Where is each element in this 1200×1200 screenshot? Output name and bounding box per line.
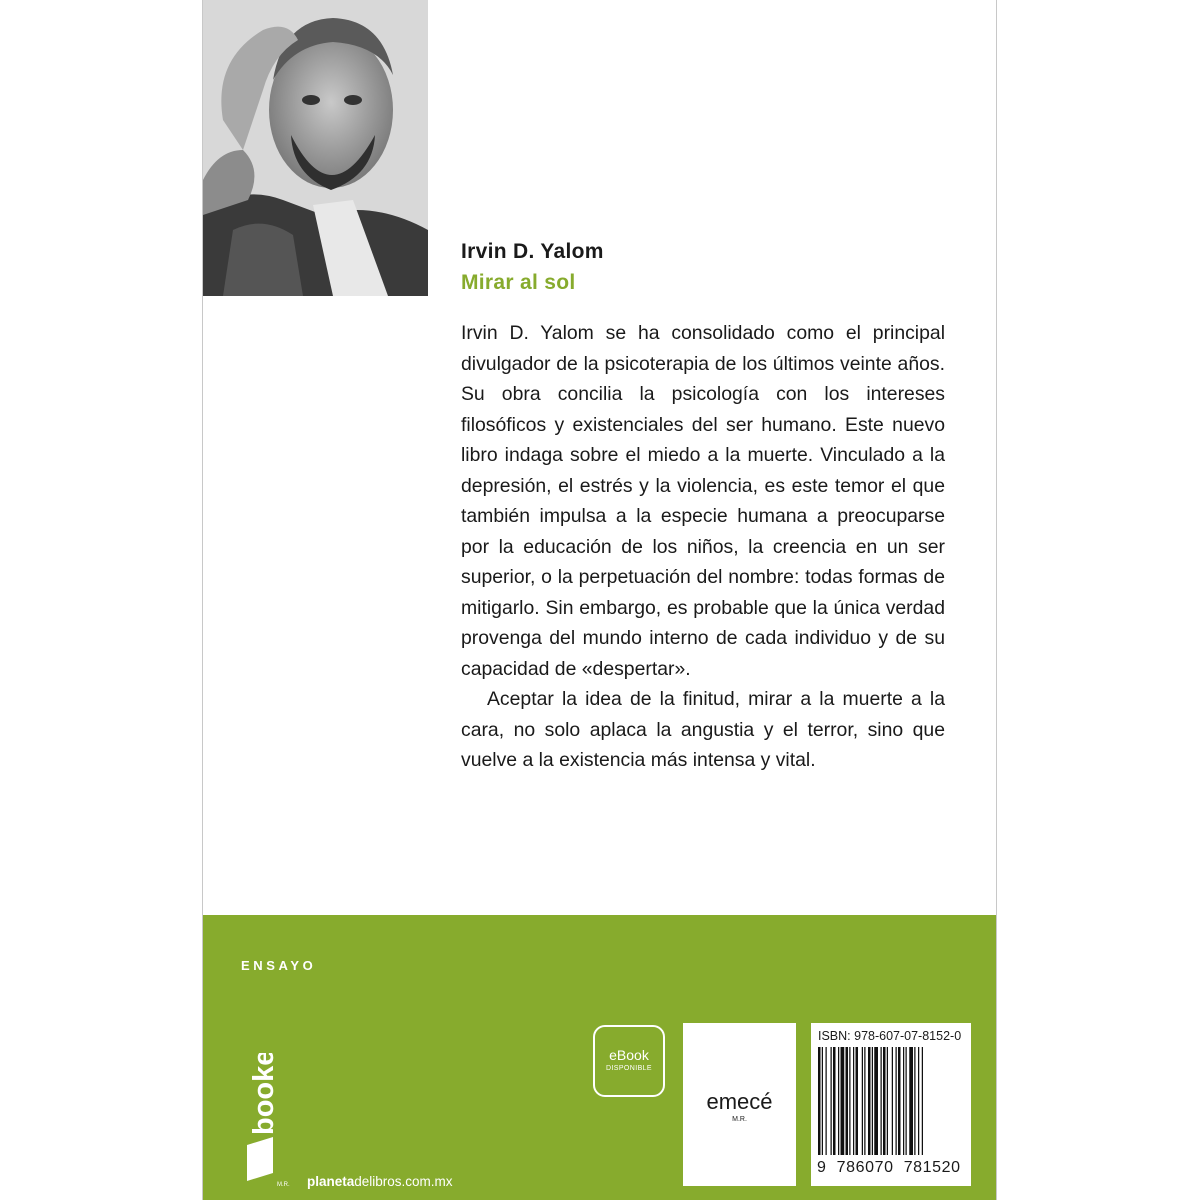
publisher-logo: emecé: [706, 1089, 773, 1114]
booket-logo-text: booket: [248, 1053, 280, 1135]
book-synopsis: [461, 318, 945, 776]
publisher-website: [307, 1174, 453, 1189]
ebook-label: eBook: [609, 1047, 649, 1063]
isbn-number: ISBN: 978-607-07-8152-0: [818, 1029, 962, 1043]
website-rest-part: delibros.com.mx: [354, 1174, 453, 1189]
book-title: Mirar al sol: [461, 271, 576, 294]
author-photo: [203, 0, 428, 296]
website-bold-part: planeta: [307, 1174, 355, 1189]
ebook-sublabel: DISPONIBLE: [605, 1065, 652, 1072]
synopsis-paragraph-2: Aceptar la idea de la finitud, mirar a la muerte a la cara, no solo aplaca la angustia y el terror, sino que vuelve a la existencia más intensa y vital.: [461, 688, 945, 771]
publisher-mark: M.R.: [732, 1116, 747, 1123]
barcode-digits: [817, 1159, 961, 1177]
barcode-lead-digit: 9: [817, 1159, 827, 1176]
book-back-cover: [202, 0, 997, 1200]
booket-logo-mark: [241, 1053, 291, 1188]
cover-footer-band: [203, 915, 997, 1200]
barcode-panel: [811, 1023, 971, 1186]
ebook-badge: [593, 1025, 665, 1097]
author-portrait-illustration: [203, 0, 428, 296]
genre-label: ENSAYO: [241, 958, 317, 973]
barcode-icon: [816, 1047, 966, 1155]
barcode-digits-group-2: 781520: [903, 1159, 961, 1176]
booket-logo: [241, 1053, 291, 1188]
author-name: Irvin D. Yalom: [461, 240, 604, 263]
synopsis-paragraph-1: Irvin D. Yalom se ha consolidado como el principal divulgador de la psicoterapia de los últimos veinte años. Su obra concilia la psicología con los intereses filosóficos y existenciales del ser humano. Este nuevo libro indaga sobre el miedo a la muerte. Vinculado a la depresión, el estrés y la violencia, es este temor el que también impulsa a la especie humana a preocuparse por la educación de los niños, la creencia en un ser superior, o la perpetuación del nombre: todas formas de mitigarlo. Sin embargo, es probable que la única verdad provenga del mundo interno de cada individuo y de su capacidad de «despertar».: [461, 322, 945, 680]
barcode-digits-group-1: 786070: [836, 1159, 894, 1176]
publisher-logo-box: [683, 1023, 796, 1186]
booket-mark: M.R.: [277, 1182, 290, 1188]
